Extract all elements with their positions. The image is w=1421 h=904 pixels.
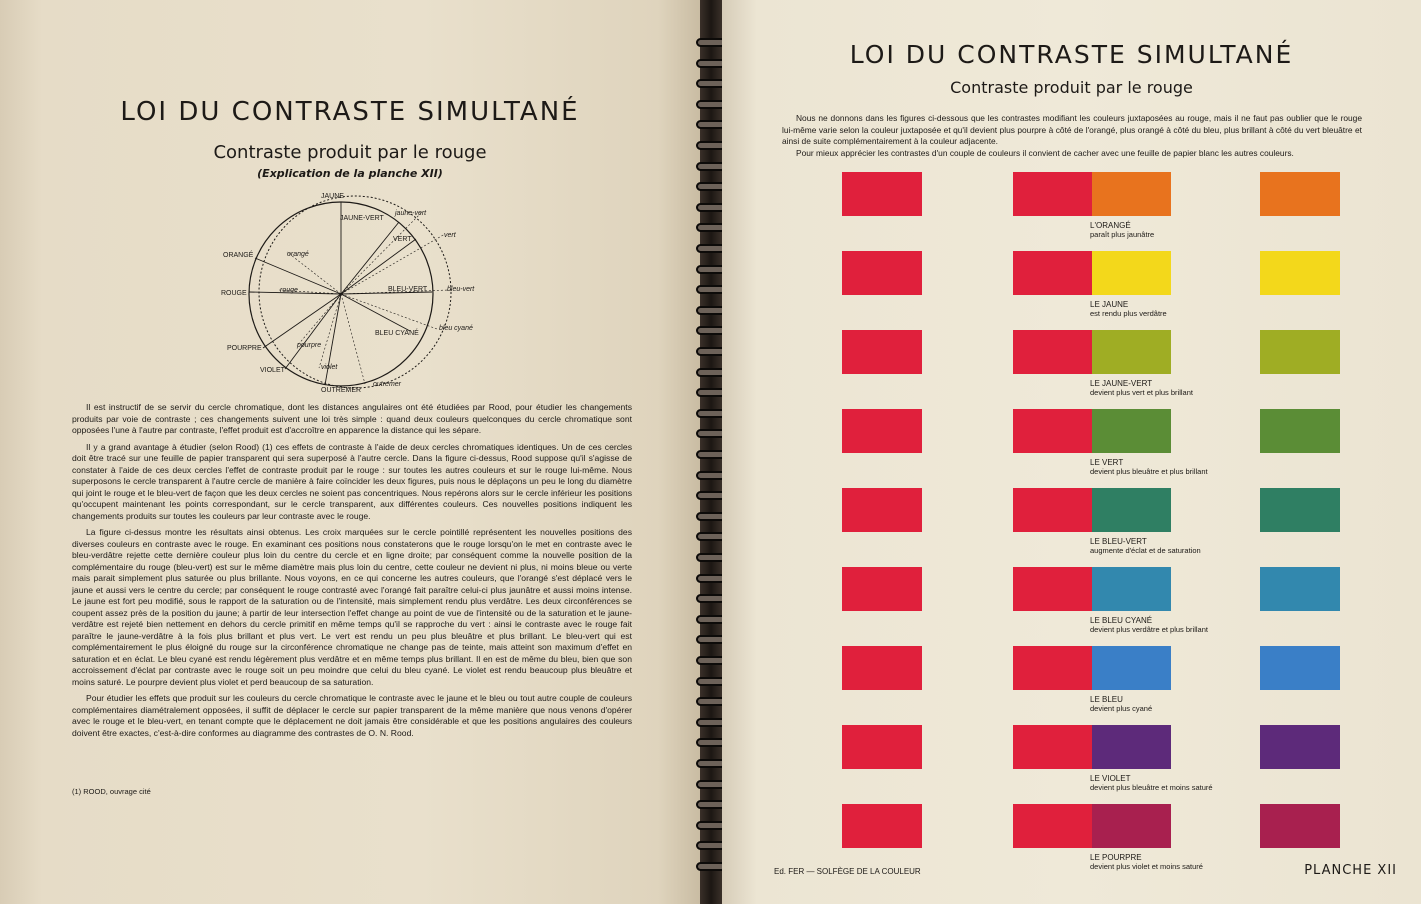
- red-juxtaposed-swatch: [1013, 804, 1092, 848]
- label-outremer-shift: outremer: [373, 381, 402, 388]
- red-reference-swatch: [842, 409, 922, 453]
- color-reference-swatch: [1260, 725, 1340, 769]
- label-outremer: OUTREMER: [321, 387, 362, 394]
- contrast-label: [1090, 774, 1213, 792]
- left-page-subtitle: Contraste produit par le rouge: [213, 142, 487, 163]
- red-juxtaposed-swatch: [1013, 409, 1092, 453]
- label-bleu-cyane: BLEU CYANÉ: [375, 330, 419, 337]
- red-juxtaposed-swatch: [1013, 172, 1092, 216]
- contrast-label: [1090, 537, 1201, 555]
- red-reference-swatch: [842, 567, 922, 611]
- label-bleu-vert-shift: bleu-vert: [447, 286, 475, 293]
- footnote: (1) ROOD, ouvrage cité: [72, 787, 151, 796]
- intro-paragraph: Pour mieux apprécier les contrastes d'un couple de couleurs il convient de cacher avec une feuille de papier blanc les autres couleurs.: [796, 147, 1294, 158]
- color-juxtaposed-swatch: [1092, 251, 1171, 295]
- label-orange: ORANGÉ: [223, 252, 254, 259]
- label-violet: VIOLET: [260, 367, 285, 374]
- color-juxtaposed-swatch: [1092, 804, 1171, 848]
- right-page: [722, 0, 1421, 904]
- label-jaune: JAUNE: [321, 193, 344, 200]
- paragraph: La figure ci-dessus montre les résultats ainsi obtenus. Les croix marquées sur le cercle pointillé représentent les nouvelles positions des diverses couleurs en contraste avec le rouge. En examinant ces positions nous constaterons que le rouge lorsqu'on le met en contraste avec le bleu-verdâtre rejette cette dernière couleur plus loin du centre du cercle et en ligne droite; par conséquent comme la nouvelle position de la complémentaire du rouge (bleu-vert) est sur le même diamètre mais plus loin du centre, cette couleur ne devient ni plus, ni moins bleue ou verte mais parait simplement plus saturée ou plus brillante. Nous voyons, en ce qui concerne les autres couleurs, que l'orangé s'est déplacé vers le jaune et aussi vers le centre du cercle; par conséquent le rouge contrasté avec l'orangé fait paraître celui-ci plus jaunâtre et aussi moins intense. Le jaune est fort peu modifié, sous le rapport de la saturation ou de l'intensité, mais simplement rendu plus verdâtre. Les deux circonférences se coupent assez près de la position du jaune; à partir de leur intersection l'effet change au point de vue de l'intensité ou de la saturation et le jaune-verdâtre est rejeté bien nettement en dehors du cercle primitif en même temps qu'il se rapproche du vert : ainsi le contraste avec le rouge fait paraître le jaune-verdâtre à la fois plus brillant et plus vert. Le vert est rendu un peu plus bleuâtre et plus brillant. Le bleu-vert qui est complémentairement le plus éloigné du rouge sur la circonférence chromatique ne change pas de teinte, mais atteint son maximum d'effet en saturation et en éclat. Le bleu cyané est rendu légèrement plus verdâtre et en même temps plus brillant. Il en est de même du bleu, bien que son accroissement d'éclat par contraste avec le rouge soit un peu moindre que celui du bleu cyané. Le violet est rendu beaucoup plus bleuâtre et moins saturé. Le pourpre devient plus violet et perd beaucoup de sa saturation.: [72, 527, 632, 687]
- label-bleu-cyane-shift: bleu cyané: [439, 325, 473, 332]
- red-reference-swatch: [842, 804, 922, 848]
- label-violet-shift: violet: [321, 364, 338, 371]
- label-bleu-vert: BLEU-VERT: [388, 286, 428, 293]
- contrast-description: devient plus bleuâtre et moins saturé: [1090, 783, 1213, 792]
- red-juxtaposed-swatch: [1013, 251, 1092, 295]
- contrast-label: [1090, 221, 1154, 239]
- contrast-description: devient plus violet et moins saturé: [1090, 862, 1203, 871]
- color-juxtaposed-swatch: [1092, 409, 1171, 453]
- contrast-color-name: LE JAUNE: [1090, 300, 1129, 309]
- color-reference-swatch: [1260, 567, 1340, 611]
- color-reference-swatch: [1260, 646, 1340, 690]
- red-reference-swatch: [842, 172, 922, 216]
- red-reference-swatch: [842, 251, 922, 295]
- label-pourpre-shift: pourpre: [297, 342, 322, 349]
- label-vert: VERT: [393, 236, 412, 243]
- contrast-label: [1090, 853, 1203, 871]
- color-reference-swatch: [1260, 330, 1340, 374]
- color-reference-swatch: [1260, 488, 1340, 532]
- label-orange-shift: orangé: [287, 251, 309, 258]
- plate-number: PLANCHE XII: [1304, 863, 1397, 878]
- label-jaune-vert-shift: jaune-vert: [395, 210, 427, 217]
- color-reference-swatch: [1260, 251, 1340, 295]
- contrast-label: [1090, 458, 1208, 476]
- label-vert-shift: vert: [444, 232, 456, 239]
- contrast-color-name: LE BLEU-VERT: [1090, 537, 1147, 546]
- red-juxtaposed-swatch: [1013, 330, 1092, 374]
- contrast-color-name: LE JAUNE-VERT: [1090, 379, 1153, 388]
- color-juxtaposed-swatch: [1092, 172, 1171, 216]
- publisher-footer: Ed. FER — SOLFÈGE DE LA COULEUR: [774, 867, 921, 876]
- color-reference-swatch: [1260, 409, 1340, 453]
- contrast-color-name: LE POURPRE: [1090, 853, 1142, 862]
- red-juxtaposed-swatch: [1013, 646, 1092, 690]
- contrast-color-name: LE BLEU: [1090, 695, 1123, 704]
- contrast-color-name: LE VERT: [1090, 458, 1124, 467]
- contrast-description: est rendu plus verdâtre: [1090, 309, 1167, 318]
- right-page-subtitle: Contraste produit par le rouge: [950, 78, 1193, 97]
- red-reference-swatch: [842, 330, 922, 374]
- contrast-label: [1090, 300, 1167, 318]
- paragraph: Il y a grand avantage à étudier (selon Rood) (1) ces effets de contraste à l'aide de deux cercles chromatiques identiques. Un de ces cercles doit être tracé sur une feuille de papier transparent qui sera superposé à l'autre cercle. Dans la figure ci-dessus, Rood suppose qu'il s'agisse de constater à l'aide de ces deux cercles l'effet de contraste produit par le rouge : sur toutes les autres couleurs et sur le rouge lui-même. Nous superposons le cercle transparent à l'autre cercle de manière à faire coïncider les deux figures, puis nous le déplaçons un peu le long du diamètre qui joint le rouge et le bleu-vert de façon que les deux cercles ne soient pas concentriques. Nous repérons alors sur le cercle inférieur les positions qu'occupent maintenant les points correspondant, sur le cercle transparent, aux différentes couleurs. Ces nouvelles positions indiquent les changements produits sur toutes les couleurs par leur contraste avec le rouge.: [72, 441, 632, 521]
- contrast-label: [1090, 379, 1193, 397]
- contrast-description: devient plus verdâtre et plus brillant: [1090, 625, 1208, 634]
- contrast-description: devient plus vert et plus brillant: [1090, 388, 1193, 397]
- color-reference-swatch: [1260, 172, 1340, 216]
- label-jaune-vert: JAUNE-VERT: [340, 215, 384, 222]
- left-page-body: [72, 402, 632, 744]
- red-reference-swatch: [842, 646, 922, 690]
- contrast-color-name: LE VIOLET: [1090, 774, 1131, 783]
- contrast-description: paraît plus jaunâtre: [1090, 230, 1155, 239]
- left-page-caption: (Explication de la planche XII): [257, 167, 443, 180]
- label-rouge: ROUGE: [221, 290, 247, 297]
- chromatic-circle-diagram: [215, 186, 505, 396]
- color-juxtaposed-swatch: [1092, 330, 1171, 374]
- red-reference-swatch: [842, 725, 922, 769]
- color-juxtaposed-swatch: [1092, 646, 1171, 690]
- paragraph: Pour étudier les effets que produit sur les couleurs du cercle chromatique le contraste avec le jaune et le bleu ou tout autre couple de couleurs complémentaires diamétralement opposées, il suffit de déplacer le cercle sur papier transparent de la même manière que nous venons d'opérer avec le rouge et le bleu-vert, en tenant compte que le déplacement ne doit jamais être considérable et que les positions angulaires des couleurs doivent être exactes, c'est-à-dire conformes au diagramme des contrastes de O. N. Rood.: [72, 693, 632, 738]
- color-juxtaposed-swatch: [1092, 488, 1171, 532]
- color-juxtaposed-swatch: [1092, 725, 1171, 769]
- contrast-description: augmente d'éclat et de saturation: [1090, 546, 1201, 555]
- color-reference-swatch: [1260, 804, 1340, 848]
- contrast-description: devient plus cyané: [1090, 704, 1153, 713]
- left-page: [0, 0, 700, 904]
- right-page-title: LOI DU CONTRASTE SIMULTANÉ: [849, 40, 1294, 69]
- red-juxtaposed-swatch: [1013, 725, 1092, 769]
- contrast-description: devient plus bleuâtre et plus brillant: [1090, 467, 1208, 476]
- contrast-color-name: LE BLEU CYANÉ: [1090, 616, 1153, 625]
- intro-paragraph: Nous ne donnons dans les figures ci-dessous que les contrastes modifiant les couleurs juxtaposées au rouge, mais il ne faut pas oublier que le rouge lui-même varie selon la couleur juxtaposée et qu'il devient plus pourpre à côté de l'orangé, plus orangé à côté du bleu, plus brillant à côté du vert bleuâtre et ainsi de suite complémentairement à la couleur adjacente.: [782, 113, 1362, 146]
- label-rouge-shift: rouge: [280, 287, 298, 294]
- red-juxtaposed-swatch: [1013, 567, 1092, 611]
- contrast-label: [1090, 616, 1208, 634]
- label-pourpre: POURPRE: [227, 345, 262, 352]
- red-reference-swatch: [842, 488, 922, 532]
- contrast-color-name: L'ORANGÉ: [1090, 221, 1131, 230]
- left-page-title: LOI DU CONTRASTE SIMULTANÉ: [120, 97, 580, 127]
- red-juxtaposed-swatch: [1013, 488, 1092, 532]
- right-page-intro: [782, 113, 1362, 159]
- paragraph: Il est instructif de se servir du cercle chromatique, dont les distances angulaires ont été étudiées par Rood, pour étudier les changements produits par voie de contraste ; ces changements suivent une loi très simple : quand deux couleurs quelconques du cercle chromatique sont opposées l'une à l'autre par contraste, l'effet produit est d'accroître en apparence la distance qui les sépare.: [72, 402, 632, 435]
- contrast-label: [1090, 695, 1152, 713]
- color-juxtaposed-swatch: [1092, 567, 1171, 611]
